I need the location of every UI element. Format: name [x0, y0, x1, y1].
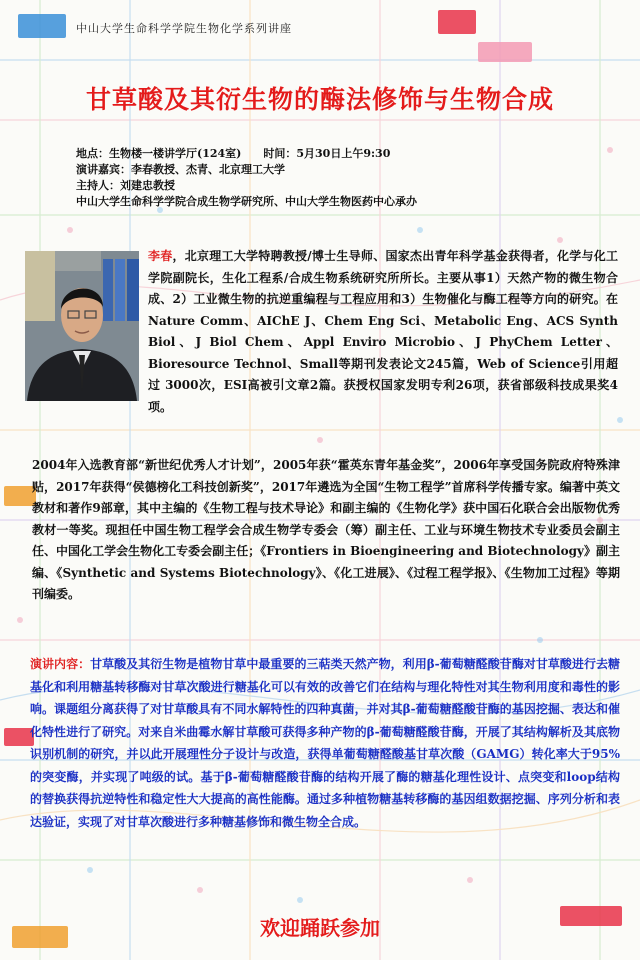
lecture-label: 演讲内容：	[30, 657, 91, 671]
speaker-name: 李春	[148, 249, 173, 263]
welcome-text: 欢迎踊跃参加	[260, 916, 380, 940]
speaker-line: 演讲嘉宾：李春教授、杰青、北京理工大学	[76, 163, 285, 176]
speaker-photo	[25, 251, 139, 401]
pathway-tag	[18, 14, 66, 38]
lecture-content	[30, 653, 620, 833]
organizer-line: 中山大学生命科学学院合成生物学研究所、中山大学生物医药中心承办	[76, 195, 417, 208]
series-title: 中山大学生命科学学院生物化学系列讲座	[76, 22, 292, 35]
lecture-title: 甘草酸及其衍生物的酶法修饰与生物合成	[85, 85, 554, 114]
speaker-bio-first	[148, 246, 618, 418]
location-time: 地点：生物楼一楼讲学厅(124室) 时间：5月30日上午9:30	[76, 147, 391, 160]
bio-text-first: ，北京理工大学特聘教授/博士生导师、国家杰出青年科学基金获得者，化学与化工学院副院长，生化工程系/合成生物系统研究所所长。主要从事1）天然产物的微生物合成、2）工业微生物的抗逆重编程与工程应用和3）生物催化与酶工程等方向的研究。在Nature Comm、AIChE J、Chem Eng Sci、Metabolic Eng、ACS Synth Biol、J Biol Chem、Appl Enviro Microbio、J PhyChem Letter、Bioresource Technol、Small等期刊发表论文245篇，Web of Science引用超过 3000次，ESI高被引文章2篇。获授权国家发明专利26项，获省部级科技成果奖4项。	[148, 249, 618, 414]
event-info	[76, 146, 417, 210]
speaker-bio-rest: 2004年入选教育部“新世纪优秀人才计划”，2005年获“霍英东青年基金奖”，2006年享受国务院政府特殊津贴，2017年获得“侯德榜化工科技创新奖”，2017年遴选为全国“生物工程学”首席科学传播专家。编著中英文教材和著作9部章，其中主编的《生物工程与技术导论》和副主编的《生物化学》获中国石化联合会出版物优秀教材一等奖。现担任中国生物工程学会合成生物学专委会（筹）副主任、工业与环境生物技术专业委员会副主任、中国化工学会生物化工专委会副主任；《Frontiers in Bioengineering and Biotechnology》副主编、《Synthetic and Systems Biotechnology》、《化工进展》、《过程工程学报》、《生物加工过程》等期刊编委。	[32, 458, 620, 601]
pathway-tag	[438, 10, 476, 34]
pathway-tag	[478, 42, 532, 62]
host-line: 主持人：刘建忠教授	[76, 179, 175, 192]
lecture-text: 甘草酸及其衍生物是植物甘草中最重要的三萜类天然产物，利用β-葡萄糖醛酸苷酶对甘草酸进行去糖基化和利用糖基转移酶对甘草次酸进行糖基化可以有效的改善它们在结构与理化特性对其生物利用度和毒性的影响。课题组分离获得了对甘草酸具有不同水解特性的四种真菌，并对其β-葡萄糖醛酸苷酶的基因挖掘、表达和催化特性进行了研究。对来自米曲霉水解甘草酸可获得多种产物的β-葡萄糖醛酸苷酶，开展了其结构解析及其底物识别机制的研究，并以此开展理性分子设计与改造，获得单葡萄糖醛酸基甘草次酸（GAMG）转化率大于95%的突变酶，并实现了吨级的试。基于β-葡萄糖醛酸苷酶的结构开展了酶的糖基化理性设计、点突变和loop结构的替换获得抗逆特性和稳定性大大提高的高性能酶。通过多种植物糖基转移酶的基因组数据挖掘、序列分析和表达验证，实现了对甘草次酸进行多种糖基修饰和微生物全合成。	[30, 657, 620, 829]
